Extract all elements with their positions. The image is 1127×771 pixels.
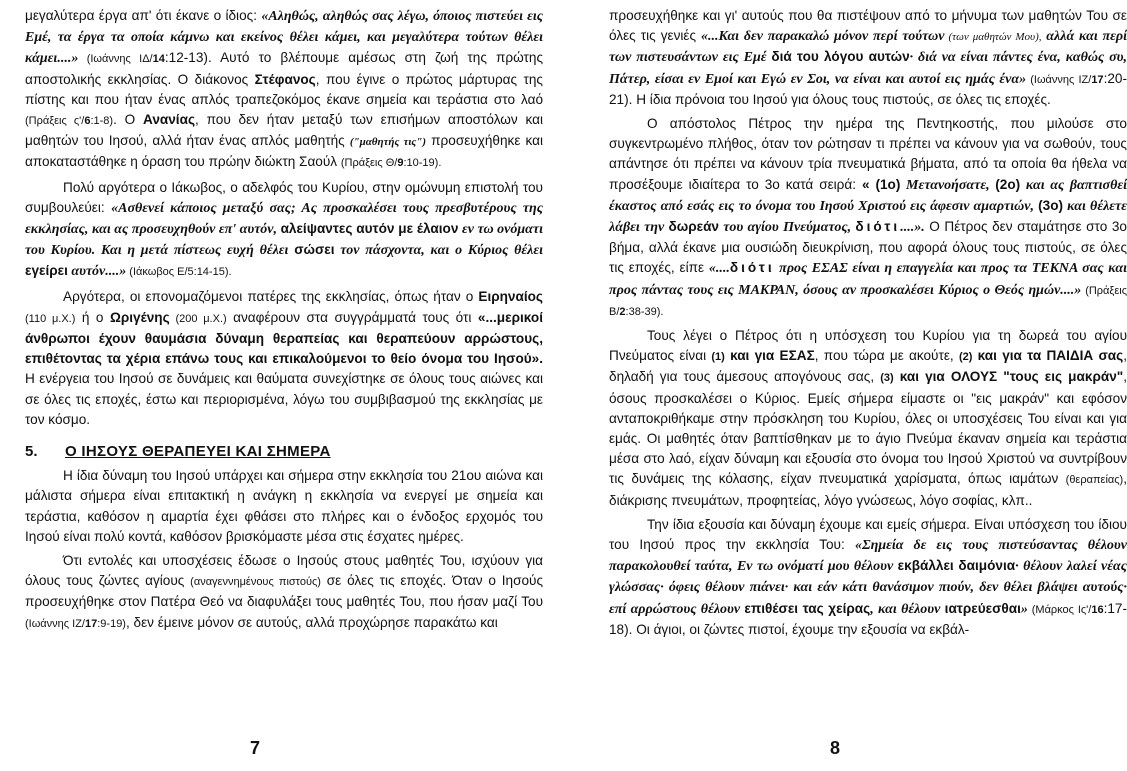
section-title: Ο ΙΗΣΟΥΣ ΘΕΡΑΠΕΥΕΙ ΚΑΙ ΣΗΜΕΡΑ (65, 443, 331, 461)
paragraph: Την ίδια εξουσία και δύναμη έχουμε και εμείς σήμερα. Είναι υπόσχεση του ίδιου του Ιησού προς την εκκλησία Του: «Σημεία δε εις τους πιστεύσαντας θέλουν παρακολουθεί ταύτα, Εν τω ονόματί μου θέλουν εκβάλλει δαιμόνια· θέλουν λαλεί νέας γλώσσας· όφεις θέλουν πιάνει· και εάν κάτι θανάσιμον πιούν, δεν θέλει βλάψει αυτούς· επί αρρώστους θέλουν επιθέσει τας χείρας, και θέλουν ιατρεύεσθαι» (Μάρκος Ις'/16:17-18). Οι άγιοι, οι ζώντες πιστοί, έχουμε την εξουσία να εκβάλ- (609, 516, 1127, 637)
paragraph: Ότι εντολές και υποσχέσεις έδωσε ο Ιησούς στους μαθητές Του, ισχύουν για όλους τους ζώντες αγίους (αναγεννημένους πιστούς) σε όλες τις εποχές. Όταν ο Ιησούς προσευχήθηκε στον Πατέρα Θεό να διαφυλάξει τους μαθητές Του, που ήσαν μαζί Του (Ιωάννης ΙΖ/17:9-19), δεν έμεινε μόνον σε αυτούς, αλλά προχώρησε παρακάτω και (25, 553, 544, 630)
page-number-right: 8 (830, 738, 841, 758)
paragraph: Αργότερα, οι επονομαζόμενοι πατέρες της εκκλησίας, όπως ήταν ο Ειρηναίος (110 μ.Χ.) ή ο Ωριγένης (200 μ.Χ.) αναφέρουν στα συγγράμματά τους ότι «...μερικοί άνθρωποι έχουν θαυμάσια δύναμη θεραπείας και θεραπεύουν αρρώστους, επιθέτοντας τα χέρια επάνω τους και επικαλούμενοι το θείο όνομα του Ιησού». Η ενέργεια του Ιησού σε δυνάμεις και θαύματα συνεχίστηκε σε όλους τους αιώνες και σε όλες τις εποχές, έστω και περιορισμένα, λόγω του συμβιβασμού της εκκλησίας με τον κόσμο. (25, 288, 543, 427)
paragraph: Πολύ αργότερα ο Ιάκωβος, ο αδελφός του Κυρίου, στην ομώνυμη επιστολή του συμβουλεύει: «Ασθενεί κάποιος μεταξύ σας; Ας προσκαλέσει τους πρεσβυτέρους της εκκλησίας, και ας προσευχηθούν επ' αυτόν, αλείψαντες αυτόν με έλαιον εν τω ονόματι του Κυρίου. Και η μετά πίστεως ευχή θέλει σώσει τον πάσχοντα, και ο Κύριος θέλει εγείρει αυτόν....» (Ιάκωβος Ε/5:14-15). (25, 179, 543, 280)
page-number-left: 7 (250, 738, 261, 758)
paragraph: μεγαλύτερα έργα απ' ότι έκανε ο ίδιος: «Αληθώς, αληθώς σας λέγω, όποιος πιστεύει εις Εμέ, τα έργα τα οποία κάμνω και εκείνος θέλει κάμει, και μεγαλύτερα τούτων θέλει κάμει....» (Ιωάννης ΙΔ/14:12-13). Αυτό το βλέπουμε αμέσως στη ζωή της πρώτης αποστολικής εκκλησίας. Ο διάκονος Στέφανος, που έγινε ο πρώτος μάρτυρας της πίστης και που ήταν ένας απλός τραπεζοκόμος έκανε σημεία και τεράστια στο λαό (Πράξεις ς'/6:1-8). Ο Ανανίας, που δεν ήταν μεταξύ των επισήμων αποστόλων και μαθητών του Ιησού, αλλά ήταν ένας απλός μαθητής ("μαθητής τις") προσευχήθηκε και αποκαταστάθηκε η όραση του πρώην διώκτη Σαούλ (Πράξεις Θ/9:10-19). (25, 8, 543, 170)
paragraph: Τους λέγει ο Πέτρος ότι η υπόσχεση του Κυρίου για τη δωρεά του αγίου Πνεύματος είναι (1) και για ΕΣΑΣ, που τώρα με ακούτε, (2) και για τα ΠΑΙΔΙΑ σας, δηλαδή για τους άμεσους απογόνους σας, (3) και για ΟΛΟΥΣ "τους εις μακράν", όσους προσκαλέσει ο Κύριος. Εμείς σήμερα είμαστε οι "εις μακράν" και εφόσον ανταποκριθήκαμε στην πρόσκληση του Κυρίου, όλες οι υποσχέσεις Του είναι και για εμάς. Οι μαθητές όταν βαπτίσθηκαν με το άγιο Πνεύμα έκαναν σημεία και τεράστια μέσα στο λαό, είχαν δύναμη και εξουσία στο όνομα του Ιησού Χριστού να συντρίβουν τις δυνάμεις της κόλασης, είχαν πνευματικά χαρίσματα, όπως ιαμάτων (θεραπείας), διάκρισης πνευμάτων, προφητείας, λόγο γνώσεως, λόγο σοφίας, κλπ.. (609, 328, 1127, 508)
paragraph: Η ίδια δύναμη του Ιησού υπάρχει και σήμερα στην εκκλησία του 21ου αιώνα και μάλιστα σήμερα είναι επιτακτική η ανάγκη η εκκλησία να ενεργεί με σημεία και τεράστια, καθόσον η αμαρτία έχει φθάσει στο πλήρες και ο ένδοξος ερχομός του Ιησού είναι πολύ κοντά, καθόσον βρισκόμαστε μέσα στις έσχατες ημέρες. (25, 468, 543, 544)
right-page (609, 6, 1127, 640)
section-heading (25, 442, 543, 462)
section-number: 5. (25, 443, 38, 461)
paragraph: προσευχήθηκε και γι' αυτούς που θα πιστέψουν από το μήνυμα των μαθητών Του σε όλες τις γενιές «...Και δεν παρακαλώ μόνον περί τούτων (των μαθητών Μου), αλλά και περί των πιστευσάντων εις Εμέ διά του λόγου αυτών· διά να είναι πάντες ένα, καθώς συ, Πάτερ, είσαι εν Εμοί και Εγώ εν Σοι, να είναι και αυτοί εις ημάς ένα» (Ιωάννης ΙΖ/17:20-21). Η ίδια πρόνοια του Ιησού για όλους τους πιστούς, σε όλες τις εποχές. (609, 8, 1127, 107)
paragraph: Ο απόστολος Πέτρος την ημέρα της Πεντηκοστής, που μιλούσε στο συγκεντρωμένο πλήθος, όταν τον ρώτησαν τι πρέπει να κάνουν για να σωθούν, τους απάντησε ότι πρέπει να κάνουν τρία πνευματικά βήματα, από τα οποία θα ήθελα να προσέξουμε ιδιαίτερα το 3ο κατά σειρά: « (1ο) Μετανοήσατε, (2ο) και ας βαπτισθεί έκαστος από εσάς εις το όνομα του Ιησού Χριστού εις άφεσιν αμαρτιών, (3ο) και θέλετε λάβει την δωρεάν του αγίου Πνεύματος, διότι....». Ο Πέτρος δεν σταμάτησε στο 3ο βήμα, αλλά έκανε μια ουσιώδη διευκρίνιση, που αφορά όλους τους πιστούς, σε όλες τις εποχές, είπε «....διότι προς ΕΣΑΣ είναι η επαγγελία και προς τα ΤΕΚΝΑ σας και προς πάντας τους εις ΜΑΚΡΑΝ, όσους αν προσκαλέσει Κύριος ο Θεός ημών....» (Πράξεις Β/2:38-39). (609, 116, 1127, 318)
left-page (25, 6, 543, 634)
